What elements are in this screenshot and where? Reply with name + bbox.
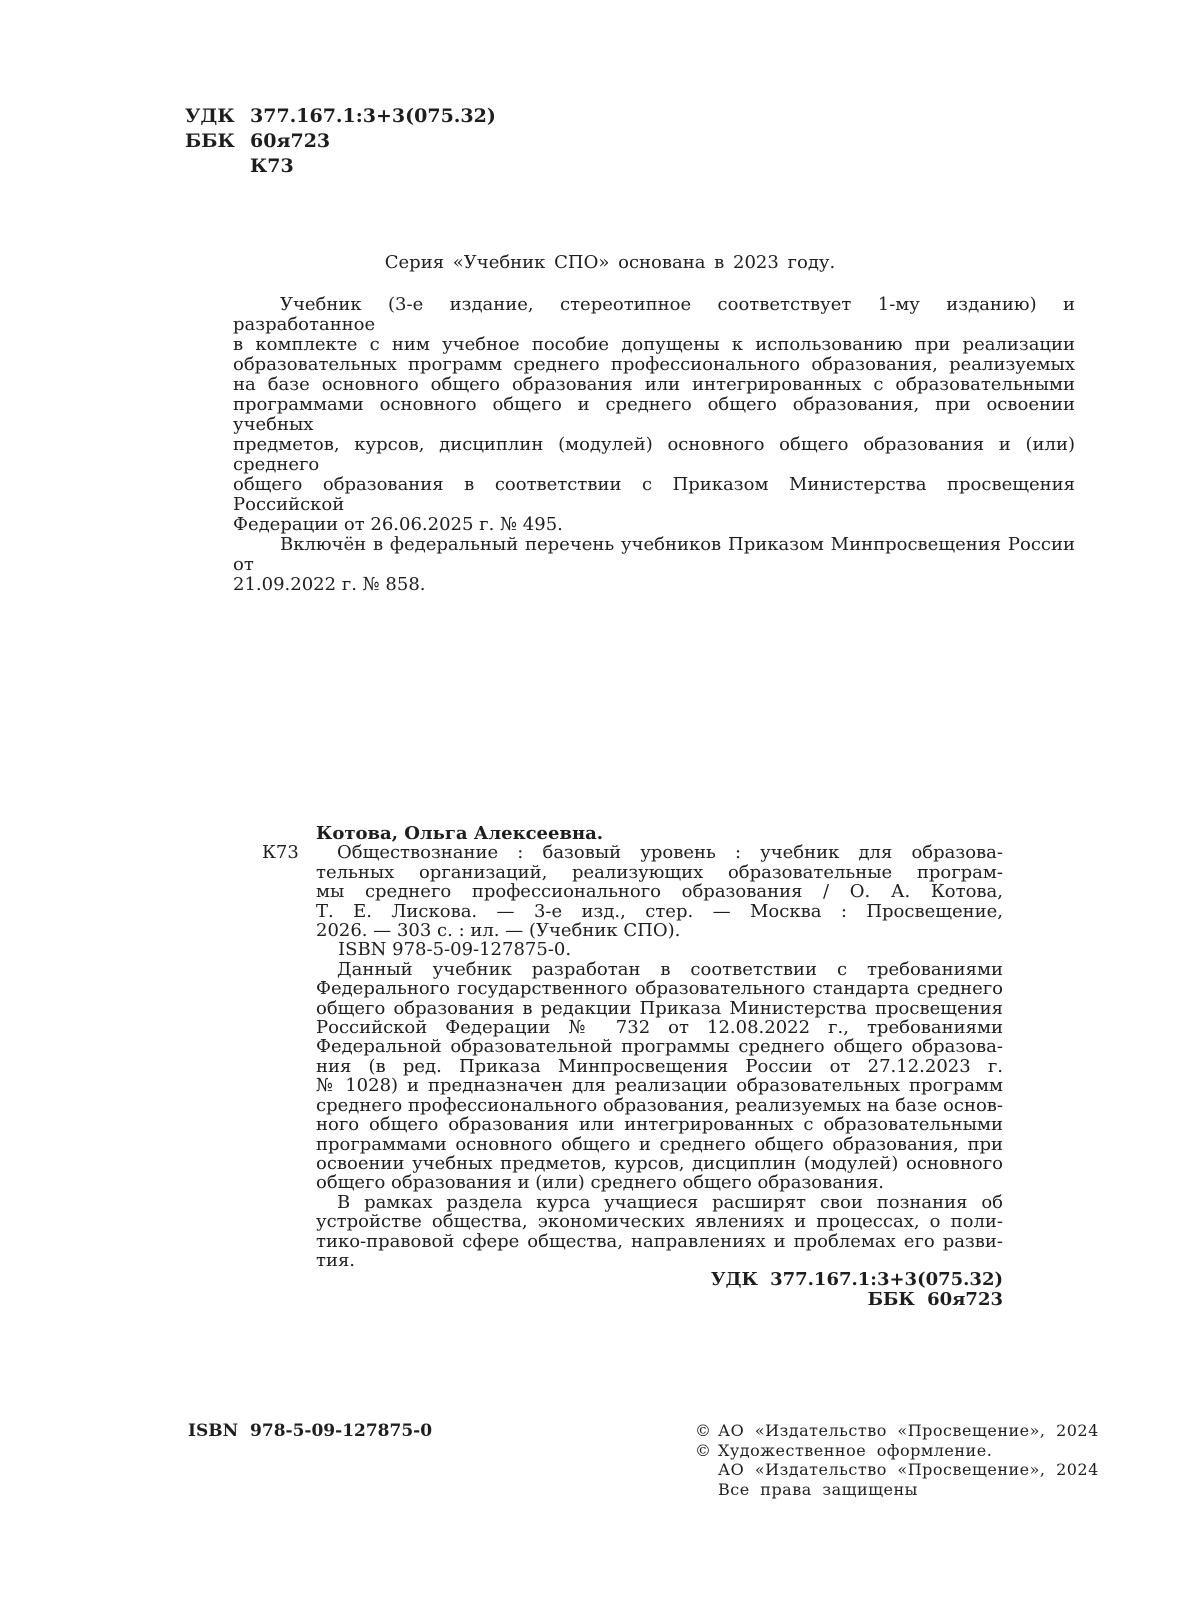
catalog-card <box>262 823 1003 1310</box>
copyright-text: Художественное оформление. <box>718 1440 993 1460</box>
bbk-value: 60я723 <box>250 130 331 152</box>
copyright-symbol: © <box>695 1421 711 1440</box>
card-annotation-1: Данный учебник разработан в соответствии с требованиями Федерального государственного образовательного стандарта среднего общего образования в редакции Приказа Министерства просвещения Российской Федерации № 732 от 12.08.2022 г., требованиями Федеральной образовательной программы среднего общего образова- ния (в ред. Приказа Минпросвещения России от 27.12.2023 г. № 1028) и предназначен для реализации образовательных программ среднего профессионального образования, реализуемых на базе основ- ного общего образования или интегрированных с образовательными программами основного общего и среднего общего образования, при освоении учебных предметов, курсов, дисциплин (модулей) основного общего образования и (или) среднего общего образования. <box>316 958 1003 1194</box>
card-bibliographic-description: Обществознание : базовый уровень : учебник для образова- тельных организаций, реализующих образовательные програм- мы среднего профессионального образования / О. А. Котова, Т. Е. Лискова. — 3-е изд., стер. — Москва : Просвещение, 2026. — 303 с. : ил. — (Учебник СПО). <box>316 842 1003 942</box>
author-sign: К73 <box>250 155 294 177</box>
copyright-symbol <box>695 1480 718 1500</box>
udk-label: УДК <box>185 105 235 127</box>
copyright-line <box>695 1421 1099 1441</box>
card-author-sign: К73 <box>262 842 299 863</box>
card-classification-codes <box>316 1270 1003 1309</box>
author-sign-spacer <box>185 154 250 179</box>
bbk-label: ББК <box>185 130 235 152</box>
udk-row <box>185 104 496 129</box>
copyright-line <box>695 1480 1099 1500</box>
copyright-text: АО «Издательство «Просвещение», 2024 <box>718 1421 1099 1440</box>
udk-value: 377.167.1:3+3(075.32) <box>250 105 496 127</box>
copyright-text: Все права защищены <box>718 1479 918 1499</box>
admission-paragraph-1: Учебник (3-е издание, стереотипное соответствует 1-му изданию) и разработанное в комплекте с ним учебное пособие допущены к использованию при реализации образовательных программ среднего профессионального образования, реализуемых на базе основного общего образования или интегрированных с образовательными программами основного общего и среднего общего образования, при освоении учебных предметов, курсов, дисциплин (модулей) основного общего образования и (или) среднего общего образования в соответствии с Приказом Министерства просвещения Российской Федерации от 26.06.2025 г. № 495. <box>233 294 1075 535</box>
copyright-text: АО «Издательство «Просвещение», 2024 <box>718 1460 1099 1479</box>
footer-isbn: ISBN 978-5-09-127875-0 <box>188 1421 433 1441</box>
copyright-line <box>695 1441 1099 1461</box>
classification-codes <box>185 104 496 179</box>
card-udk: УДК 377.167.1:3+3(075.32) <box>710 1269 1003 1291</box>
author-sign-row <box>185 154 496 179</box>
copyright-symbol <box>695 1460 718 1480</box>
series-note: Серия «Учебник СПО» основана в 2023 году. <box>384 252 836 273</box>
card-annotation-2: В рамках раздела курса учащиеся расширят свои познания об устройстве общества, экономических явлениях и процессах, о поли- тико-правовой сфере общества, направлениях и проблемах его разви- тия. <box>316 1191 1003 1271</box>
admission-paragraph-2: Включён в федеральный перечень учебников Приказом Минпросвещения России от 21.09.2022 г. № 858. <box>233 534 1075 595</box>
card-bbk: ББК 60я723 <box>867 1288 1003 1310</box>
copyright-line <box>695 1460 1099 1480</box>
card-isbn: ISBN 978-5-09-127875-0. <box>338 939 572 961</box>
bbk-row <box>185 129 496 154</box>
admission-statement <box>233 295 1075 595</box>
copyright-symbol: © <box>695 1440 711 1460</box>
card-author-heading: Котова, Ольга Алексеевна. <box>316 823 604 844</box>
copyright-block <box>695 1421 1099 1499</box>
